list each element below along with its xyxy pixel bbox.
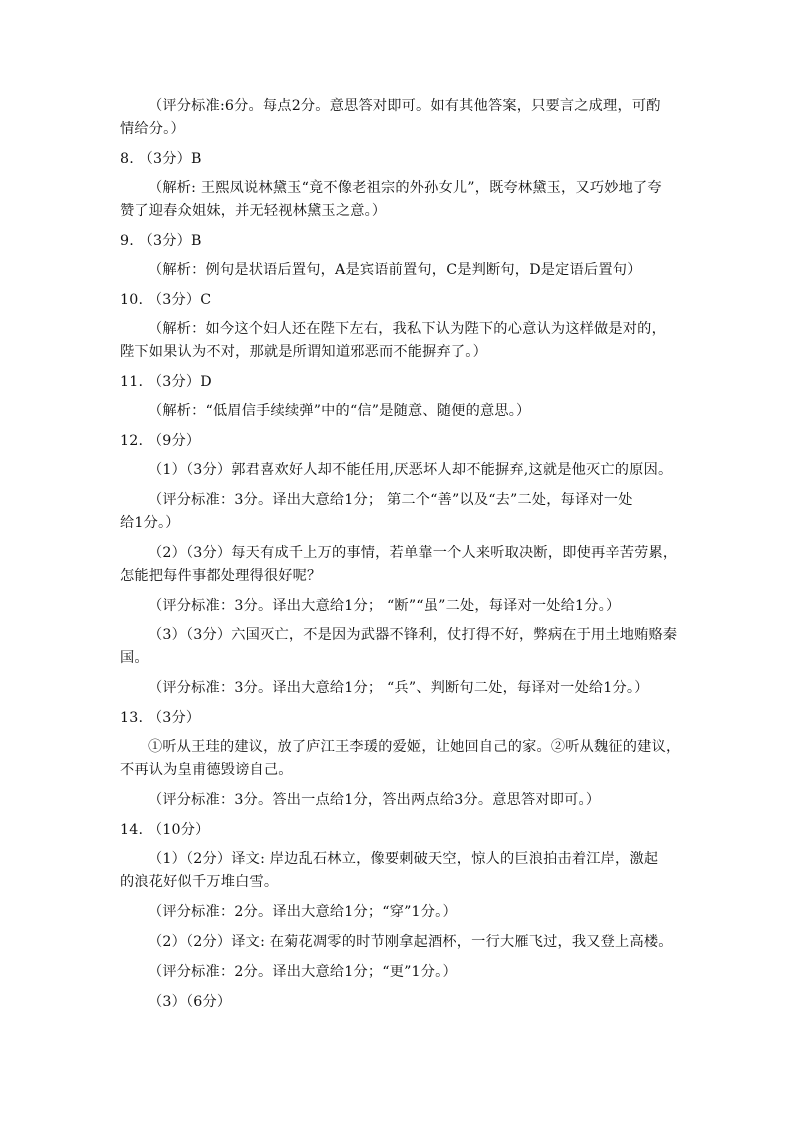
text-line: （评分标准:6分。每点2分。意思答对即可。如有其他答案，只要言之成理，可酌 (148, 98, 661, 114)
text-line: 的浪花好似千万堆白雪。 (120, 874, 279, 890)
question-number: 12. （9分） (120, 433, 201, 449)
text-line: （3）（3分）六国灭亡，不是因为武器不锋利，仗打得不好，弊病在于用土地贿赂秦 (148, 627, 678, 643)
text-line: ①听从王珪的建议，放了庐江王李瑗的爱姬，让她回自己的家。②听从魏征的建议， (148, 739, 681, 755)
question-number: 10. （3分）C (120, 292, 212, 308)
text-line: （1）（3分）郭君喜欢好人却不能任用,厌恶坏人却不能摒弃,这就是他灭亡的原因。 (148, 462, 673, 478)
question-number: 11. （3分）D (120, 374, 212, 390)
text-line: 不再认为皇甫德毁谤自己。 (120, 762, 293, 778)
text-line: 赞了迎春众姐妹，并无轻视林黛玉之意。） (120, 203, 387, 219)
text-line: （评分标准：3分。译出大意给1分； “断”“虽”二处，每译对一处给1分。） (148, 598, 621, 614)
text-line: （评分标准：3分。译出大意给1分； “兵”、判断句二处，每译对一处给1分。） (148, 680, 649, 696)
text-line: （3）（6分） (148, 994, 232, 1010)
question-number: 8. （3分）B (120, 151, 202, 167)
text-line: 陛下如果认为不对，那就是所谓知道邪恶而不能摒弃了。） (120, 344, 487, 360)
text-line: （解析：“低眉信手续续弹”中的“信”是随意、随便的意思。） (148, 403, 531, 419)
text-line: （评分标准：2分。译出大意给1分；“更”1分。） (148, 964, 457, 980)
question-number: 13. （3分） (120, 710, 201, 726)
text-line: （评分标准：2分。译出大意给1分；“穿”1分。） (148, 904, 457, 920)
text-line: 怎能把每件事都处理得很好呢？ (120, 568, 322, 584)
text-line: （评分标准：3分。译出大意给1分； 第二个“善”以及“去”二处，每译对一处 (148, 492, 633, 508)
text-line: （解析: 王熙凤说林黛玉“竟不像老祖宗的外孙女儿”，既夸林黛玉，又巧妙地了夸 (148, 180, 662, 196)
text-line: 国。 (120, 650, 149, 666)
text-line: （解析：例句是状语后置句，A是宾语前置句，C是判断句，D是定语后置句） (148, 262, 642, 278)
text-line: 情给分。） (120, 121, 185, 137)
question-number: 14. （10分） (120, 822, 210, 838)
question-number: 9. （3分）B (120, 233, 202, 249)
text-line: （解析：如今这个妇人还在陛下左右，我私下认为陛下的心意认为这样做是对的， (148, 321, 666, 337)
text-line: （2）（3分）每天有成千上万的事情，若单靠一个人来听取决断，即使再辛苦劳累， (148, 545, 678, 561)
text-line: （评分标准：3分。答出一点给1分，答出两点给3分。意思答对即可。） (148, 792, 601, 808)
text-line: （1）（2分）译文: 岸边乱石林立，像要刺破天空，惊人的巨浪拍击着江岸，激起 (148, 851, 659, 867)
text-line: 给1分。） (120, 515, 180, 531)
text-line: （2）（2分）译文: 在菊花凋零的时节刚拿起酒杯，一行大雁飞过，我又登上高楼。 (148, 934, 673, 950)
